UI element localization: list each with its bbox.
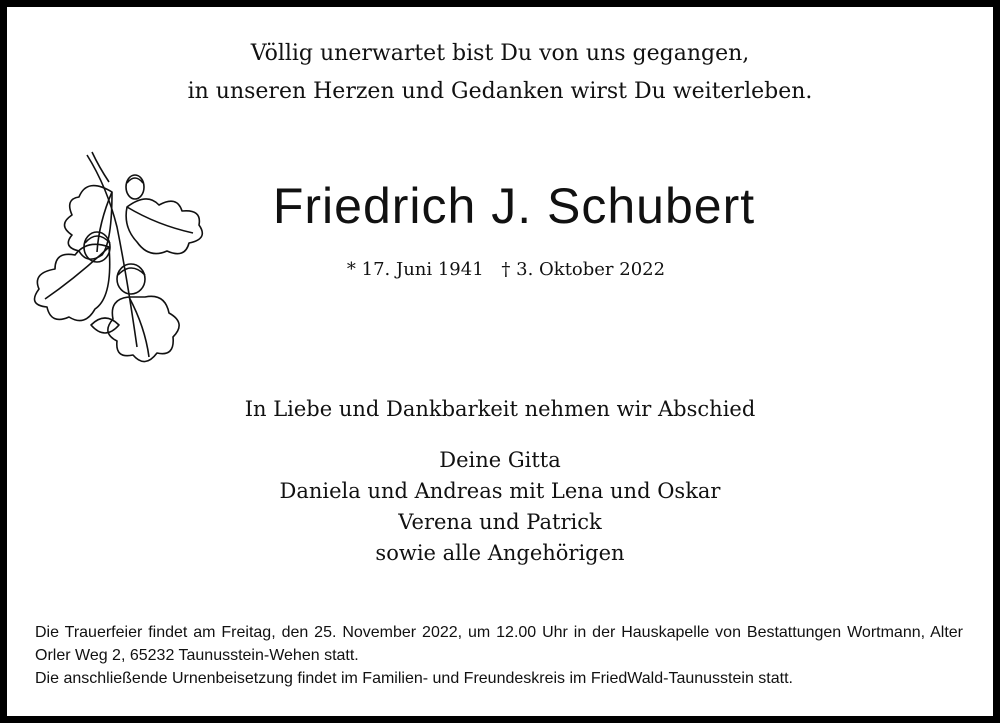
urn-burial-text: Die anschließende Urnenbeisetzung findet im Familien- und Freundeskreis im FriedWald-Taunusstein statt.	[35, 670, 793, 687]
mourner-line: sowie alle Angehörigen	[375, 541, 625, 565]
mourner-line: Deine Gitta	[439, 448, 561, 472]
motto-line-2: in unseren Herzen und Gedanken wirst Du weiterleben.	[187, 79, 813, 104]
life-dates	[7, 259, 999, 280]
mourner-line: Daniela und Andreas mit Lena und Oskar	[279, 479, 721, 503]
death-date: † 3. Oktober 2022	[501, 259, 666, 280]
birth-date: * 17. Juni 1941	[346, 259, 484, 280]
funeral-service-text: Die Trauerfeier findet am Freitag, den 25. November 2022, um 12.00 Uhr in der Hauskapelle von Bestattungen Wortmann, Alter Orler Weg 2, 65232 Taunusstein-Wehen statt.	[35, 624, 963, 664]
motto-line-1: Völlig unerwartet bist Du von uns gegangen,	[250, 41, 750, 66]
deceased-name: Friedrich J. Schubert	[272, 178, 756, 234]
farewell-line: In Liebe und Dankbarkeit nehmen wir Abschied	[244, 397, 756, 421]
mourners-list	[7, 445, 993, 569]
funeral-notice	[35, 621, 963, 690]
mourner-line: Verena und Patrick	[398, 510, 602, 534]
motto	[7, 35, 993, 111]
